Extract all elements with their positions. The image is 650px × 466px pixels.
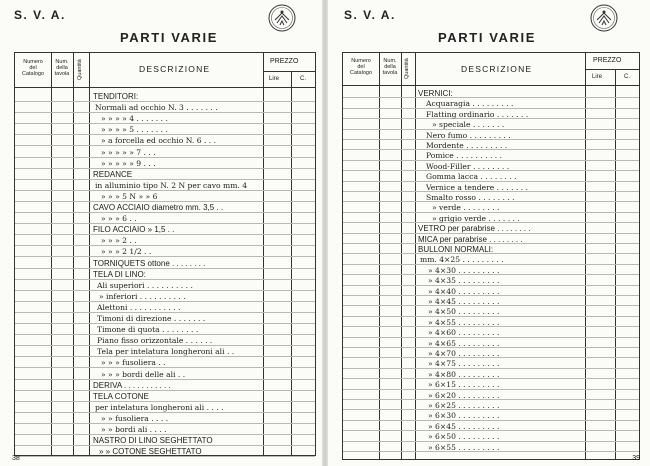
table-row bbox=[343, 213, 639, 223]
table-row bbox=[15, 357, 315, 368]
table-row bbox=[343, 192, 639, 202]
brand-mark: S. V. A. bbox=[344, 8, 396, 22]
item-description: Wood-Filler . . . . . . . . bbox=[426, 161, 510, 171]
header-centesimi: C. bbox=[624, 74, 630, 80]
header-numero: Numero del Catalogo bbox=[349, 58, 373, 76]
item-description: » » » » » 7 . . . bbox=[101, 147, 156, 157]
page-number: 38 bbox=[12, 455, 20, 462]
item-description: » 6×25 . . . . . . . . . bbox=[428, 401, 500, 410]
item-description: » 4×45 . . . . . . . . . bbox=[428, 297, 500, 306]
section-heading: VETRO per parabrise . . . . . . . . bbox=[418, 224, 531, 234]
header-numero: Numero del Catalogo bbox=[21, 59, 45, 77]
table-row bbox=[15, 213, 315, 224]
item-description: » 4×80 . . . . . . . . . bbox=[428, 369, 500, 379]
table-row bbox=[15, 113, 315, 124]
table-row bbox=[343, 254, 639, 264]
item-description: » 4×55 . . . . . . . . . bbox=[428, 317, 500, 327]
item-description: » 6×55 . . . . . . . . . bbox=[428, 442, 500, 452]
table-row bbox=[343, 369, 639, 379]
item-description: » » » 5 N » » 6 bbox=[101, 191, 158, 201]
header-descrizione: DESCRIZIONE bbox=[461, 64, 533, 74]
ansaldo-emblem-icon bbox=[268, 4, 296, 32]
table-row bbox=[15, 280, 315, 291]
table-row bbox=[15, 191, 315, 202]
table-row bbox=[343, 421, 639, 431]
item-description: Pomice . . . . . . . . . . bbox=[426, 151, 503, 161]
table-row bbox=[343, 410, 639, 420]
section-heading: VERNICI: bbox=[418, 89, 453, 98]
table-row bbox=[343, 130, 639, 140]
section-heading: » » COTONE SEGHETTATO bbox=[99, 447, 202, 457]
item-description: » 4×35 . . . . . . . . . bbox=[428, 276, 500, 286]
table-row bbox=[343, 348, 639, 358]
section-heading: TORNIQUETS ottone . . . . . . . . bbox=[93, 258, 206, 268]
header-quantita: Quantità bbox=[77, 59, 83, 80]
item-description: » 6×30 . . . . . . . . . bbox=[428, 411, 500, 421]
price-table bbox=[342, 52, 640, 460]
table-row bbox=[15, 391, 315, 402]
item-description: » 4×60 . . . . . . . . . bbox=[428, 328, 500, 338]
item-description: Ali superiori . . . . . . . . . . bbox=[97, 280, 193, 290]
item-description: » inferiori . . . . . . . . . . bbox=[99, 291, 186, 301]
header-quantita: Quantità bbox=[404, 58, 410, 79]
item-description: Normali ad occhio N. 3 . . . . . . . bbox=[95, 103, 218, 113]
table-row bbox=[343, 150, 639, 160]
table-row bbox=[15, 324, 315, 335]
table-row bbox=[15, 313, 315, 324]
section-heading: MICA per parabrise . . . . . . . . bbox=[418, 234, 523, 244]
section-heading: REDANCE bbox=[93, 169, 133, 179]
item-description: » » » 2 1/2 . . bbox=[101, 247, 152, 257]
table-row bbox=[343, 390, 639, 400]
table-row bbox=[15, 424, 315, 435]
table-row bbox=[15, 446, 315, 457]
item-description: Flatting ordinario . . . . . . . bbox=[426, 109, 529, 119]
item-description: Nero fumo . . . . . . . . . bbox=[426, 130, 511, 140]
table-row bbox=[15, 169, 315, 180]
table-row bbox=[343, 265, 639, 275]
table-row bbox=[15, 91, 315, 102]
item-description: » » » fusoliera . . bbox=[101, 358, 166, 368]
item-description: Timoni di direzione . . . . . . . bbox=[97, 314, 206, 323]
table-row bbox=[343, 317, 639, 327]
section-heading: CAVO ACCIAIO diametro mm. 3,5 . . bbox=[93, 203, 224, 212]
table-row bbox=[343, 338, 639, 348]
item-description: Vernice a tendere . . . . . . . bbox=[426, 182, 529, 192]
table-row bbox=[343, 88, 639, 98]
item-description: Acquaragia . . . . . . . . . bbox=[426, 99, 514, 109]
item-description: » » » » 4 . . . . . . . bbox=[101, 114, 168, 124]
table-row bbox=[343, 223, 639, 233]
section-heading: NASTRO DI LINO SEGHETTATO bbox=[93, 436, 213, 446]
page-title: PARTI VARIE bbox=[438, 30, 537, 45]
table-row bbox=[15, 102, 315, 113]
item-description: » 4×30 . . . . . . . . . bbox=[428, 265, 500, 275]
table-row bbox=[343, 286, 639, 296]
item-description: » » » » 5 . . . . . . . bbox=[101, 125, 168, 135]
table-row bbox=[15, 435, 315, 446]
catalog-page-left bbox=[0, 0, 322, 466]
table-row bbox=[343, 234, 639, 244]
prezzo-rule bbox=[585, 69, 639, 70]
item-description: » speciale . . . . . . . bbox=[432, 120, 505, 130]
item-description: » » » 6 . . bbox=[101, 214, 137, 224]
table-row bbox=[15, 269, 315, 280]
item-description: Tela per intelatura longheroni ali . . bbox=[97, 347, 235, 357]
item-description: » 4×70 . . . . . . . . . bbox=[428, 349, 500, 358]
item-description: » 4×50 . . . . . . . . . bbox=[428, 307, 500, 317]
item-description: » grigio verde . . . . . . . bbox=[432, 213, 520, 223]
item-description: Gomma lacca . . . . . . . . bbox=[426, 172, 517, 182]
item-description: » » bordi ali . . . . bbox=[101, 425, 167, 434]
table-row bbox=[343, 98, 639, 108]
table-row bbox=[15, 224, 315, 235]
item-description: Smalto rosso . . . . . . . . bbox=[426, 193, 515, 202]
ansaldo-emblem-icon bbox=[590, 4, 618, 32]
table-row bbox=[343, 306, 639, 316]
table-row bbox=[343, 140, 639, 150]
header-rule bbox=[15, 87, 315, 88]
table-row bbox=[15, 335, 315, 346]
table-row bbox=[15, 402, 315, 413]
page-title: PARTI VARIE bbox=[120, 30, 219, 45]
header-tavola: Num. della tavola bbox=[54, 59, 70, 77]
section-heading: BULLONI NORMALI: bbox=[418, 245, 494, 254]
header-prezzo: PREZZO bbox=[270, 58, 299, 65]
item-description: Timone di quota . . . . . . . . bbox=[97, 325, 199, 335]
prezzo-rule bbox=[263, 71, 315, 72]
item-description: » » » » » 9 . . . bbox=[101, 158, 156, 168]
section-heading: TENDITORI: bbox=[93, 92, 139, 101]
header-rule bbox=[343, 85, 639, 86]
item-description: » verde . . . . . . . . bbox=[432, 203, 500, 213]
item-description: » 6×15 . . . . . . . . . bbox=[428, 380, 500, 390]
page-number: 39 bbox=[632, 455, 640, 462]
table-row bbox=[343, 161, 639, 171]
table-row bbox=[343, 275, 639, 285]
item-description: » 6×45 . . . . . . . . . bbox=[428, 421, 500, 431]
table-row bbox=[15, 258, 315, 269]
table-row bbox=[15, 135, 315, 146]
table-row bbox=[15, 246, 315, 257]
table-row bbox=[15, 302, 315, 313]
item-description: Piano fisso orizzontale . . . . . . bbox=[97, 336, 213, 346]
table-row bbox=[343, 296, 639, 306]
item-description: » 6×20 . . . . . . . . . bbox=[428, 390, 500, 400]
item-description: in alluminio tipo N. 2 N per cavo mm. 4 bbox=[95, 180, 248, 190]
header-tavola: Num. della tavola bbox=[382, 58, 398, 76]
table-row bbox=[15, 202, 315, 213]
table-row bbox=[343, 327, 639, 337]
header-lire: Lire bbox=[592, 74, 603, 80]
item-description: Mordente . . . . . . . . . bbox=[426, 141, 508, 150]
item-description: » » » 2 . . bbox=[101, 236, 137, 246]
table-row bbox=[15, 369, 315, 380]
table-row bbox=[15, 291, 315, 302]
item-description: mm. 4×25 . . . . . . . . . bbox=[420, 255, 504, 265]
item-description: » » » bordi delle ali . . bbox=[101, 369, 186, 379]
price-table bbox=[14, 52, 316, 456]
section-heading: TELA COTONE bbox=[93, 391, 149, 401]
table-row bbox=[15, 124, 315, 135]
item-description: » 4×75 . . . . . . . . . bbox=[428, 359, 500, 369]
header-prezzo: PREZZO bbox=[593, 57, 622, 64]
header-descrizione: DESCRIZIONE bbox=[139, 64, 211, 74]
table-row bbox=[15, 380, 315, 391]
table-row bbox=[343, 442, 639, 452]
section-heading: FILO ACCIAIO » 1,5 . . bbox=[93, 225, 175, 235]
header-lire: Lire bbox=[269, 76, 280, 82]
item-description: » 4×65 . . . . . . . . . bbox=[428, 338, 500, 348]
table-row bbox=[343, 119, 639, 129]
table-row bbox=[343, 109, 639, 119]
table-row bbox=[343, 358, 639, 368]
header-centesimi: C. bbox=[300, 76, 306, 82]
table-row bbox=[15, 180, 315, 191]
section-heading: DERIVA . . . . . . . . . . . bbox=[93, 380, 171, 390]
item-description: » » fusoliera . . . . bbox=[101, 413, 169, 423]
item-description: » 6×50 . . . . . . . . . bbox=[428, 432, 500, 442]
table-row bbox=[15, 346, 315, 357]
section-heading: TELA DI LINO: bbox=[93, 269, 146, 279]
table-row bbox=[343, 202, 639, 212]
table-row bbox=[15, 235, 315, 246]
brand-mark: S. V. A. bbox=[14, 8, 66, 22]
table-row bbox=[343, 182, 639, 192]
item-description: Alettoni . . . . . . . . . . . bbox=[97, 302, 181, 312]
table-row bbox=[343, 244, 639, 254]
table-row bbox=[15, 413, 315, 424]
table-row bbox=[343, 171, 639, 181]
table-row bbox=[343, 379, 639, 389]
item-description: » a forcella ed occhio N. 6 . . . bbox=[101, 136, 217, 146]
table-row bbox=[15, 147, 315, 158]
table-row bbox=[15, 158, 315, 169]
catalog-page-right bbox=[328, 0, 650, 466]
item-description: per intelatura longheroni ali . . . . bbox=[95, 402, 224, 412]
table-row bbox=[343, 400, 639, 410]
table-row bbox=[343, 431, 639, 441]
item-description: » 4×40 . . . . . . . . . bbox=[428, 286, 500, 296]
